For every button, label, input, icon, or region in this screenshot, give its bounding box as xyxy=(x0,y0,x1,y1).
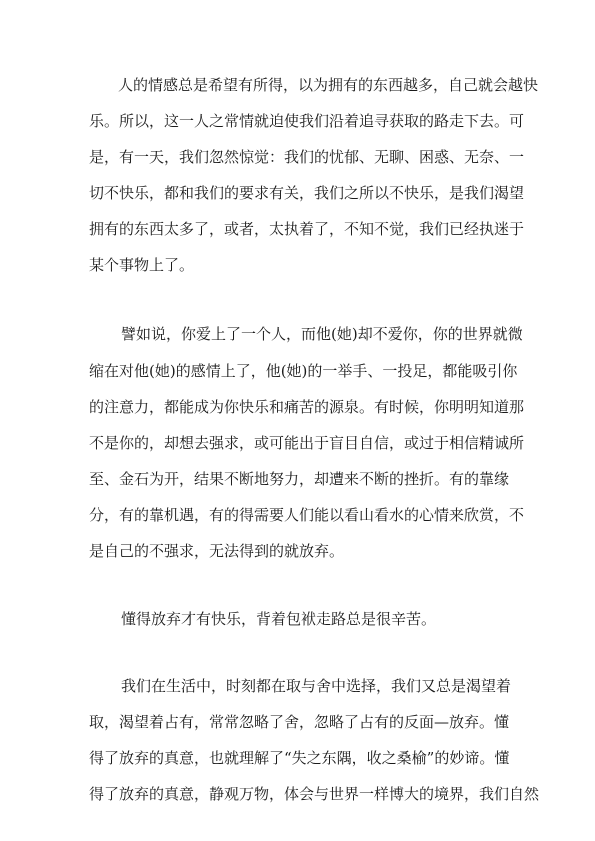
paragraph-line: 切不快乐，都和我们的要求有关，我们之所以不快乐，是我们渴望 xyxy=(89,184,525,202)
paragraph-line: 缩在对他(她)的感情上了，他(她)的一举手、一投足，都能吸引你 xyxy=(89,362,518,380)
paragraph-line: 某个事物上了。 xyxy=(89,256,195,274)
paragraph-line: 我们在生活中，时刻都在取与舍中选择，我们又总是渴望着 xyxy=(121,677,512,695)
paragraph-line: 得了放弃的真意，也就理解了“失之东隅，收之桑榆”的妙谛。懂 xyxy=(89,749,510,767)
paragraph-line: 分，有的靠机遇，有的得需要人们能以看山看水的心情来欣赏，不 xyxy=(89,506,525,524)
paragraph-line: 懂得放弃才有快乐，背着包袱走路总是很辛苦。 xyxy=(121,610,437,628)
paragraph-line: 人的情感总是希望有所得，以为拥有的东西越多，自己就会越快 xyxy=(118,76,539,94)
paragraph-line: 不是你的，却想去强求，或可能出于盲目自信，或过于相信精诚所 xyxy=(89,434,525,452)
paragraph-line: 拥有的东西太多了，或者，太执着了，不知不觉，我们已经执迷于 xyxy=(89,220,525,238)
paragraph-line: 是自己的不强求，无法得到的就放弃。 xyxy=(89,542,345,560)
paragraph-line: 的注意力，都能成为你快乐和痛苦的源泉。有时候，你明明知道那 xyxy=(89,398,525,416)
paragraph-line: 是，有一天，我们忽然惊觉：我们的忧郁、无聊、困惑、无奈、一 xyxy=(89,148,525,166)
paragraph-line: 得了放弃的真意，静观万物，体会与世界一样博大的境界，我们自然 xyxy=(89,785,540,803)
paragraph-line: 譬如说，你爱上了一个人，而他(她)却不爱你，你的世界就微 xyxy=(121,325,523,343)
paragraph-line: 至、金石为开，结果不断地努力，却遭来不断的挫折。有的靠缘 xyxy=(89,470,510,488)
paragraph-line: 取，渴望着占有，常常忽略了舍，忽略了占有的反面—放弃。懂 xyxy=(89,713,510,731)
paragraph-line: 乐。所以，这一人之常情就迫使我们沿着追寻获取的路走下去。可 xyxy=(89,112,525,130)
